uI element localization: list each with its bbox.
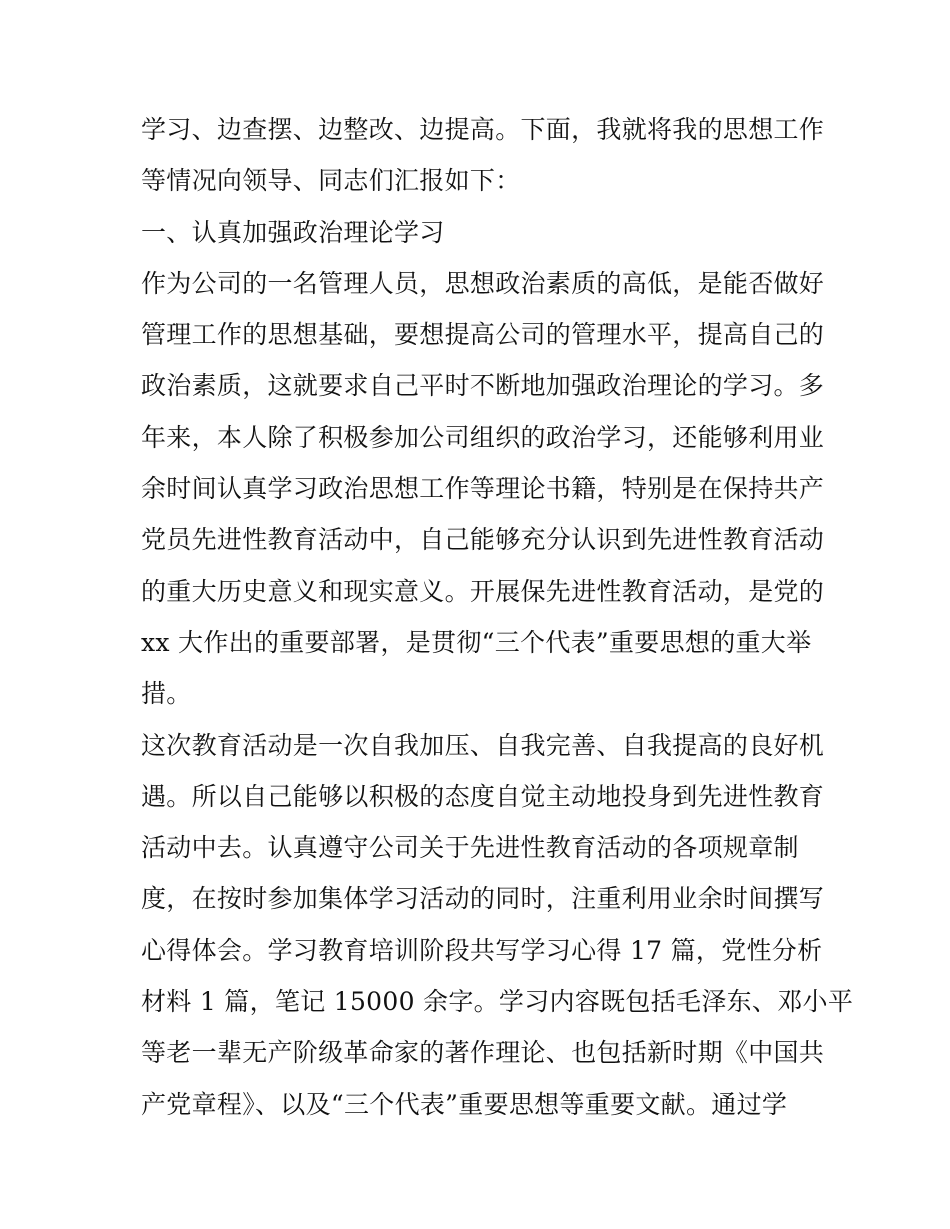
section-heading: 一、认真加强政治理论学习 (141, 217, 445, 247)
text-line: 政治素质，这就要求自己平时不断地加强政治理论的学习。多 (141, 371, 825, 401)
text-line: 党员先进性教育活动中，自己能够充分认识到先进性教育活动 (141, 525, 825, 555)
text-line: xx 大作出的重要部署，是贯彻“三个代表”重要思想的重大举 (141, 627, 812, 657)
text-line: 学习、边查摆、边整改、边提高。下面，我就将我的思想工作 (141, 115, 825, 144)
text-line: 度，在按时参加集体学习活动的同时，注重利用业余时间撰写 (141, 884, 825, 914)
text-line: 产党章程》、以及“三个代表”重要思想等重要文献。通过学 (141, 1089, 788, 1119)
text-line: 措。 (141, 679, 192, 709)
text-line: 等老一辈无产阶级革命家的著作理论、也包括新时期《中国共 (141, 1038, 825, 1068)
text-line: 的重大历史意义和现实意义。开展保先进性教育活动，是党的 (141, 576, 825, 606)
text-line: 余时间认真学习政治思想工作等理论书籍，特别是在保持共产 (141, 474, 825, 504)
text-line: 等情况向领导、同志们汇报如下： (141, 166, 521, 196)
text-line: 活动中去。认真遵守公司关于先进性教育活动的各项规章制 (141, 833, 799, 863)
text-line: 管理工作的思想基础，要想提高公司的管理水平，提高自己的 (141, 320, 825, 350)
text-line: 这次教育活动是一次自我加压、自我完善、自我提高的良好机 (141, 730, 825, 760)
text-line: 作为公司的一名管理人员，思想政治素质的高低，是能否做好 (141, 268, 825, 298)
text-line: 遇。所以自己能够以积极的态度自觉主动地投身到先进性教育 (141, 781, 825, 811)
text-line: 材料 1 篇，笔记 15000 余字。学习内容既包括毛泽东、邓小平 (141, 987, 854, 1017)
text-line: 年来，本人除了积极参加公司组织的政治学习，还能够利用业 (141, 422, 825, 452)
document-body (141, 104, 854, 1130)
text-line: 心得体会。学习教育培训阶段共写学习心得 17 篇，党性分析 (141, 935, 823, 965)
